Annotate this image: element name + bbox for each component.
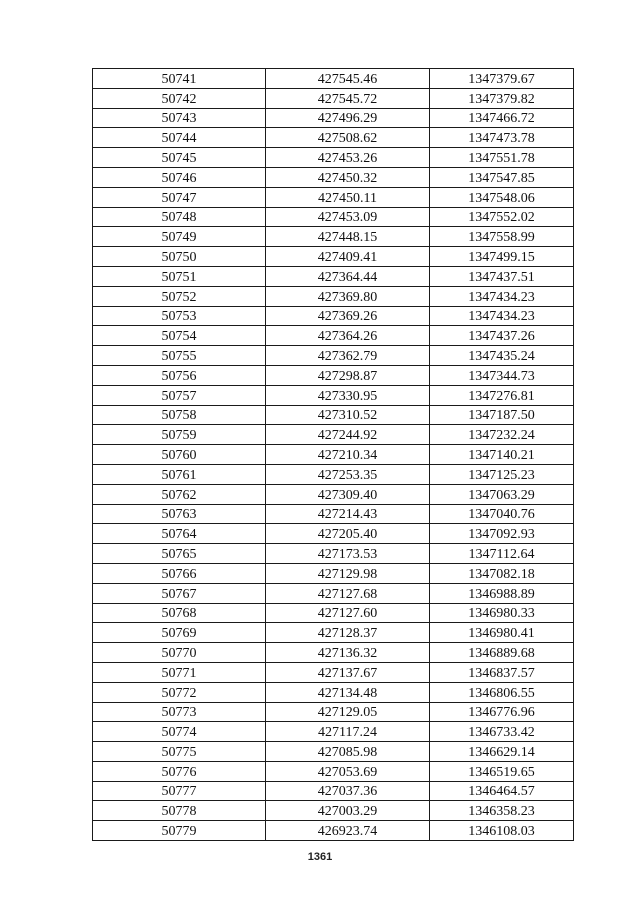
x-coordinate-cell: 427134.48 (266, 682, 430, 702)
point-id-cell: 50754 (93, 326, 266, 346)
table-row (93, 702, 574, 722)
x-coordinate-cell: 427362.79 (266, 346, 430, 366)
table-row (93, 227, 574, 247)
point-id-cell: 50774 (93, 722, 266, 742)
x-coordinate-cell: 427127.60 (266, 603, 430, 623)
table-row (93, 207, 574, 227)
point-id-cell: 50772 (93, 682, 266, 702)
table-row (93, 247, 574, 267)
y-coordinate-cell: 1347548.06 (430, 187, 574, 207)
point-id-cell: 50762 (93, 484, 266, 504)
table-row (93, 544, 574, 564)
x-coordinate-cell: 427448.15 (266, 227, 430, 247)
y-coordinate-cell: 1347551.78 (430, 148, 574, 168)
point-id-cell: 50766 (93, 563, 266, 583)
y-coordinate-cell: 1346988.89 (430, 583, 574, 603)
point-id-cell: 50771 (93, 662, 266, 682)
table-row (93, 662, 574, 682)
y-coordinate-cell: 1346889.68 (430, 643, 574, 663)
y-coordinate-cell: 1347547.85 (430, 167, 574, 187)
y-coordinate-cell: 1346837.57 (430, 662, 574, 682)
x-coordinate-cell: 427253.35 (266, 464, 430, 484)
x-coordinate-cell: 427137.67 (266, 662, 430, 682)
y-coordinate-cell: 1347434.23 (430, 306, 574, 326)
y-coordinate-cell: 1346464.57 (430, 781, 574, 801)
x-coordinate-cell: 427128.37 (266, 623, 430, 643)
table-row (93, 405, 574, 425)
y-coordinate-cell: 1347434.23 (430, 286, 574, 306)
point-id-cell: 50779 (93, 821, 266, 841)
point-id-cell: 50778 (93, 801, 266, 821)
y-coordinate-cell: 1346519.65 (430, 761, 574, 781)
x-coordinate-cell: 427364.44 (266, 266, 430, 286)
y-coordinate-cell: 1346806.55 (430, 682, 574, 702)
table-row (93, 346, 574, 366)
table-row (93, 286, 574, 306)
point-id-cell: 50755 (93, 346, 266, 366)
x-coordinate-cell: 427450.11 (266, 187, 430, 207)
y-coordinate-cell: 1347437.51 (430, 266, 574, 286)
point-id-cell: 50763 (93, 504, 266, 524)
point-id-cell: 50744 (93, 128, 266, 148)
y-coordinate-cell: 1347125.23 (430, 464, 574, 484)
x-coordinate-cell: 427210.34 (266, 445, 430, 465)
point-id-cell: 50776 (93, 761, 266, 781)
table-row (93, 128, 574, 148)
x-coordinate-cell: 427310.52 (266, 405, 430, 425)
x-coordinate-cell: 427127.68 (266, 583, 430, 603)
table-row (93, 445, 574, 465)
point-id-cell: 50748 (93, 207, 266, 227)
table-row (93, 563, 574, 583)
table-row (93, 187, 574, 207)
table-row (93, 425, 574, 445)
table-row (93, 484, 574, 504)
table-row (93, 148, 574, 168)
table-row (93, 643, 574, 663)
y-coordinate-cell: 1346980.33 (430, 603, 574, 623)
y-coordinate-cell: 1346358.23 (430, 801, 574, 821)
point-id-cell: 50750 (93, 247, 266, 267)
point-id-cell: 50765 (93, 544, 266, 564)
table-row (93, 742, 574, 762)
point-id-cell: 50745 (93, 148, 266, 168)
x-coordinate-cell: 427309.40 (266, 484, 430, 504)
x-coordinate-cell: 427545.72 (266, 88, 430, 108)
y-coordinate-cell: 1347499.15 (430, 247, 574, 267)
table-row (93, 821, 574, 841)
y-coordinate-cell: 1347466.72 (430, 108, 574, 128)
table-row (93, 603, 574, 623)
table-row (93, 682, 574, 702)
point-id-cell: 50768 (93, 603, 266, 623)
point-id-cell: 50746 (93, 167, 266, 187)
x-coordinate-cell: 427214.43 (266, 504, 430, 524)
point-id-cell: 50752 (93, 286, 266, 306)
table-row (93, 801, 574, 821)
x-coordinate-cell: 427298.87 (266, 365, 430, 385)
point-id-cell: 50770 (93, 643, 266, 663)
y-coordinate-cell: 1347344.73 (430, 365, 574, 385)
x-coordinate-cell: 427037.36 (266, 781, 430, 801)
y-coordinate-cell: 1347092.93 (430, 524, 574, 544)
y-coordinate-cell: 1347187.50 (430, 405, 574, 425)
x-coordinate-cell: 427117.24 (266, 722, 430, 742)
y-coordinate-cell: 1347232.24 (430, 425, 574, 445)
x-coordinate-cell: 427545.46 (266, 69, 430, 89)
x-coordinate-cell: 427003.29 (266, 801, 430, 821)
point-id-cell: 50759 (93, 425, 266, 445)
point-id-cell: 50741 (93, 69, 266, 89)
point-id-cell: 50757 (93, 385, 266, 405)
table-row (93, 167, 574, 187)
y-coordinate-cell: 1347040.76 (430, 504, 574, 524)
table-row (93, 88, 574, 108)
x-coordinate-cell: 427129.05 (266, 702, 430, 722)
x-coordinate-cell: 427173.53 (266, 544, 430, 564)
table-row (93, 722, 574, 742)
table-row (93, 266, 574, 286)
x-coordinate-cell: 427496.29 (266, 108, 430, 128)
y-coordinate-cell: 1346980.41 (430, 623, 574, 643)
table-row (93, 385, 574, 405)
x-coordinate-cell: 427136.32 (266, 643, 430, 663)
y-coordinate-cell: 1347437.26 (430, 326, 574, 346)
table-row (93, 326, 574, 346)
y-coordinate-cell: 1346733.42 (430, 722, 574, 742)
y-coordinate-cell: 1347276.81 (430, 385, 574, 405)
table-row (93, 504, 574, 524)
table-row (93, 306, 574, 326)
x-coordinate-cell: 427364.26 (266, 326, 430, 346)
x-coordinate-cell: 427369.80 (266, 286, 430, 306)
table-row (93, 108, 574, 128)
point-id-cell: 50749 (93, 227, 266, 247)
x-coordinate-cell: 427369.26 (266, 306, 430, 326)
page-number: 1361 (307, 851, 333, 863)
y-coordinate-cell: 1347473.78 (430, 128, 574, 148)
y-coordinate-cell: 1347558.99 (430, 227, 574, 247)
y-coordinate-cell: 1347112.64 (430, 544, 574, 564)
y-coordinate-cell: 1347063.29 (430, 484, 574, 504)
x-coordinate-cell: 427053.69 (266, 761, 430, 781)
y-coordinate-cell: 1347435.24 (430, 346, 574, 366)
point-id-cell: 50767 (93, 583, 266, 603)
y-coordinate-cell: 1346108.03 (430, 821, 574, 841)
coordinates-table (92, 68, 574, 841)
point-id-cell: 50743 (93, 108, 266, 128)
x-coordinate-cell: 427409.41 (266, 247, 430, 267)
y-coordinate-cell: 1347140.21 (430, 445, 574, 465)
x-coordinate-cell: 427330.95 (266, 385, 430, 405)
table-row (93, 464, 574, 484)
x-coordinate-cell: 427508.62 (266, 128, 430, 148)
y-coordinate-cell: 1347552.02 (430, 207, 574, 227)
point-id-cell: 50747 (93, 187, 266, 207)
table-row (93, 524, 574, 544)
point-id-cell: 50760 (93, 445, 266, 465)
point-id-cell: 50769 (93, 623, 266, 643)
point-id-cell: 50775 (93, 742, 266, 762)
x-coordinate-cell: 426923.74 (266, 821, 430, 841)
x-coordinate-cell: 427085.98 (266, 742, 430, 762)
y-coordinate-cell: 1347082.18 (430, 563, 574, 583)
y-coordinate-cell: 1346629.14 (430, 742, 574, 762)
point-id-cell: 50777 (93, 781, 266, 801)
x-coordinate-cell: 427244.92 (266, 425, 430, 445)
point-id-cell: 50773 (93, 702, 266, 722)
table-row (93, 781, 574, 801)
point-id-cell: 50751 (93, 266, 266, 286)
point-id-cell: 50742 (93, 88, 266, 108)
table-row (93, 69, 574, 89)
table-row (93, 583, 574, 603)
point-id-cell: 50758 (93, 405, 266, 425)
x-coordinate-cell: 427450.32 (266, 167, 430, 187)
x-coordinate-cell: 427453.26 (266, 148, 430, 168)
y-coordinate-cell: 1347379.67 (430, 69, 574, 89)
point-id-cell: 50764 (93, 524, 266, 544)
x-coordinate-cell: 427453.09 (266, 207, 430, 227)
point-id-cell: 50761 (93, 464, 266, 484)
table-row (93, 761, 574, 781)
table-row (93, 623, 574, 643)
table-row (93, 365, 574, 385)
y-coordinate-cell: 1346776.96 (430, 702, 574, 722)
y-coordinate-cell: 1347379.82 (430, 88, 574, 108)
coordinates-table-body (93, 69, 574, 841)
point-id-cell: 50753 (93, 306, 266, 326)
x-coordinate-cell: 427205.40 (266, 524, 430, 544)
x-coordinate-cell: 427129.98 (266, 563, 430, 583)
point-id-cell: 50756 (93, 365, 266, 385)
